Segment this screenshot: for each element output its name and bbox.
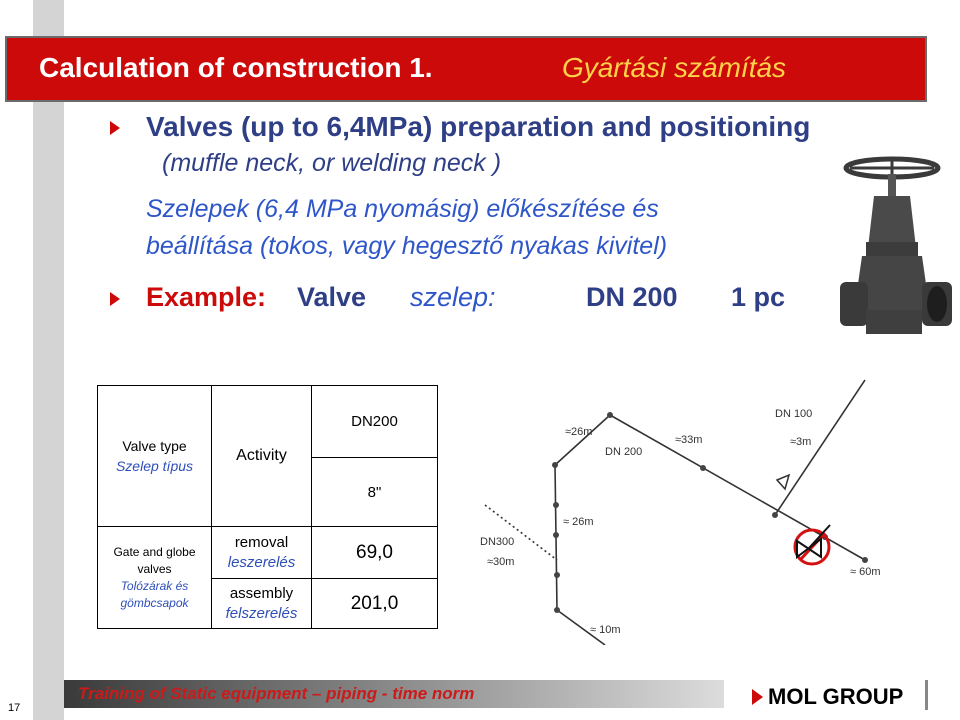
cell-assembly — [212, 579, 312, 629]
side-strip — [33, 0, 64, 720]
slide-title-hungarian: Gyártási számítás — [562, 52, 787, 83]
gate-valve-image — [836, 152, 958, 348]
col-header-valve-type — [98, 386, 212, 527]
label-10m: ≈ 10m — [590, 624, 621, 636]
row-type-hu-2: gömbcsapok — [120, 595, 189, 610]
bullet-valves-detail: (muffle neck, or welding neck ) — [162, 149, 502, 177]
valve-type-label-hu: Szelep típus — [115, 458, 194, 474]
page-number: 17 — [8, 702, 21, 714]
row-gate-globe — [98, 527, 212, 629]
assembly-label-hu: felszerelés — [225, 604, 298, 622]
assembly-label: assembly — [229, 584, 294, 602]
weld-points — [552, 412, 868, 613]
weld-point — [862, 557, 868, 563]
weld-point — [772, 512, 778, 518]
valve-type-label: Valve type — [122, 438, 187, 454]
pipe-segment — [775, 380, 865, 515]
weld-point — [554, 607, 560, 613]
bullet-valves: Valves (up to 6,4MPa) preparation and positioning — [146, 111, 811, 142]
mol-arrow-icon — [752, 689, 763, 705]
example-label: Example: — [146, 282, 267, 312]
label-26m-top: ≈26m — [565, 426, 593, 438]
label-33m: ≈33m — [675, 434, 703, 446]
col-header-dn200: DN200 — [312, 386, 438, 458]
cell-assembly-value: 201,0 — [312, 579, 438, 629]
cell-removal — [212, 527, 312, 579]
mol-group-logo: MOL GROUP — [768, 684, 904, 709]
label-dn200: DN 200 — [605, 446, 643, 458]
row-type-hu-1: Tolózárak és — [120, 578, 189, 593]
row-type-en-2: valves — [137, 561, 172, 576]
col-header-activity: Activity — [212, 386, 312, 527]
example-qty: 1 pc — [731, 282, 786, 312]
col-header-inch: 8" — [312, 458, 438, 527]
slide-title: Calculation of construction 1. — [39, 52, 433, 83]
footer-bar — [64, 680, 724, 708]
title-bar — [5, 36, 927, 102]
weld-point — [553, 532, 559, 538]
example-dn: DN 200 — [586, 282, 678, 312]
weld-point — [552, 462, 558, 468]
bullet-arrow-icon — [110, 121, 120, 135]
row-type-en-1: Gate and globe — [113, 544, 196, 559]
weld-point — [607, 412, 613, 418]
label-26m-mid: ≈ 26m — [563, 516, 594, 528]
label-dn100: DN 100 — [775, 408, 813, 420]
label-60m: ≈ 60m — [850, 566, 881, 578]
weld-point — [553, 502, 559, 508]
label-dn300: DN300 — [480, 536, 515, 548]
label-30m: ≈30m — [487, 556, 515, 568]
footer-text: Training of Static equipment – piping - time norm — [78, 684, 475, 703]
pipe-segment — [555, 415, 610, 465]
valve-symbol-icon — [795, 525, 830, 564]
weld-point — [700, 465, 706, 471]
weld-point — [554, 572, 560, 578]
piping-sketch — [445, 375, 945, 645]
label-3m: ≈3m — [790, 436, 812, 448]
example-szelep: szelep: — [410, 282, 496, 312]
norm-table — [97, 385, 438, 629]
bullet-szelepek: Szelepek (6,4 MPa nyomásig) előkészítése és — [146, 195, 659, 223]
example-valve: Valve — [297, 282, 367, 312]
removal-label: removal — [234, 533, 289, 551]
removal-label-hu: leszerelés — [227, 553, 296, 571]
pipe-segment — [485, 505, 557, 560]
flow-arrow-icon — [777, 475, 789, 489]
left-margin — [0, 0, 33, 720]
logo-divider — [925, 680, 928, 710]
cell-removal-value: 69,0 — [312, 527, 438, 579]
bullet-arrow-icon — [110, 292, 120, 306]
bullet-szelepek-detail: beállítása (tokos, vagy hegesztő nyakas kivitel) — [146, 232, 668, 260]
